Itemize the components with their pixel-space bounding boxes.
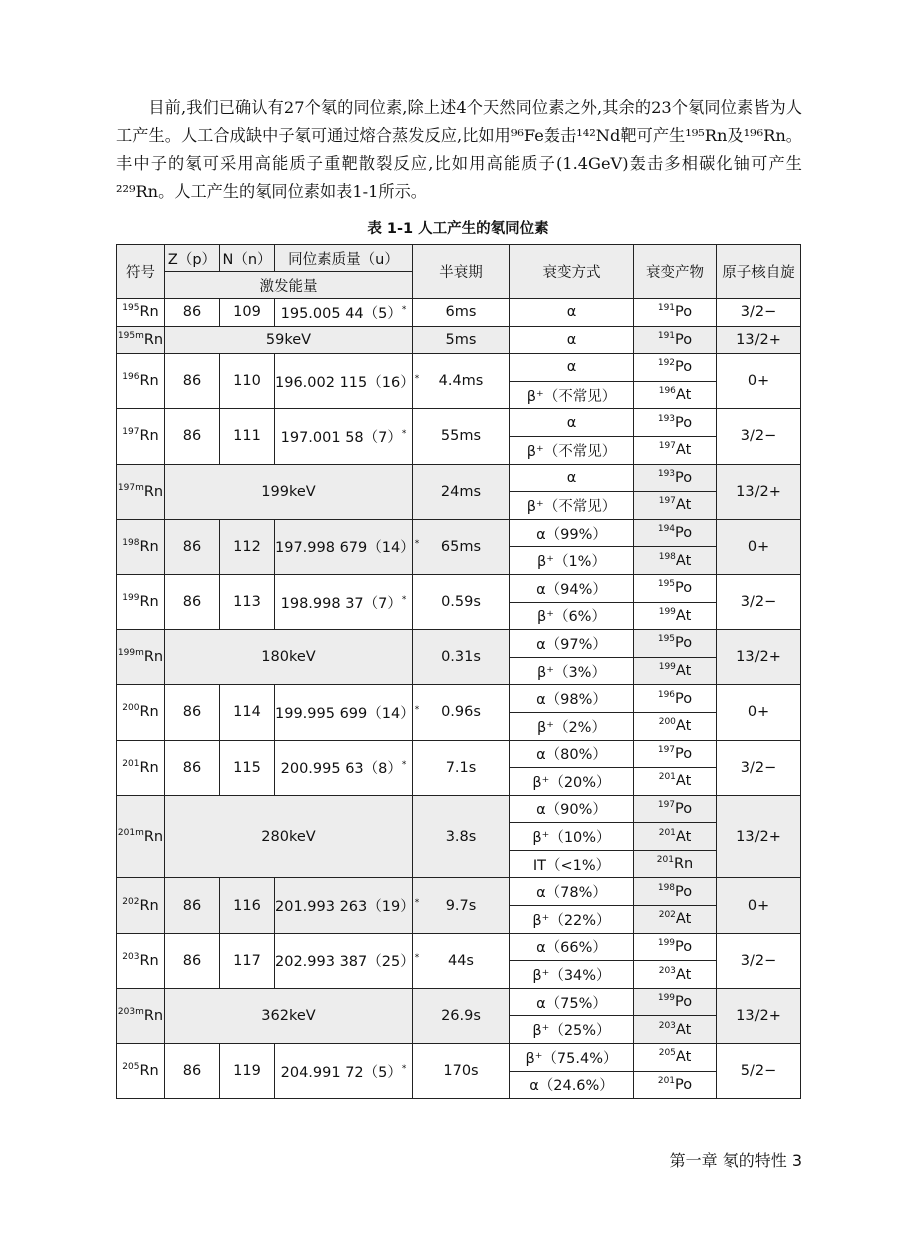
mass-value: 195.005 44（5） (280, 305, 402, 322)
product-element: Po (675, 469, 693, 486)
half-life: 5ms (413, 326, 510, 354)
isotope-symbol (117, 409, 165, 464)
nuclear-spin: 13/2+ (717, 988, 801, 1043)
decay-product (634, 574, 717, 602)
header-decay-mode: 衰变方式 (510, 245, 634, 299)
neutron-count: 113 (220, 574, 275, 629)
product-mass-number: 201 (658, 772, 676, 783)
proton-count: 86 (165, 878, 220, 933)
product-mass-number: 193 (657, 469, 676, 480)
decay-product (634, 961, 717, 989)
table-row (117, 685, 801, 713)
decay-mode: β⁺（34%） (510, 961, 634, 989)
product-mass-number: 205 (658, 1048, 676, 1059)
mass-value: 201.993 263（19） (275, 899, 415, 916)
decay-mode: β⁺（2%） (510, 712, 634, 740)
mass-footnote-mark: * (414, 539, 420, 550)
decay-mode: β⁺（20%） (510, 768, 634, 796)
isotope-mass (275, 354, 420, 409)
element-symbol: Rn (139, 538, 159, 555)
product-mass-number: 199 (658, 607, 676, 617)
nuclear-spin: 3/2− (717, 409, 801, 464)
decay-product (634, 768, 717, 796)
product-element: Po (675, 525, 693, 542)
mass-footnote-mark: * (401, 760, 407, 771)
decay-product (634, 685, 717, 713)
isotope-symbol (117, 933, 165, 988)
mass-number: 198 (122, 538, 140, 549)
table-row (117, 740, 801, 768)
decay-product (634, 1071, 717, 1099)
mass-value: 197.001 58（7） (280, 429, 402, 446)
decay-product (634, 657, 717, 685)
decay-product (634, 933, 717, 961)
product-mass-number: 200 (658, 717, 676, 728)
mass-value: 198.998 37（7） (280, 595, 402, 612)
element-symbol: Rn (139, 897, 159, 914)
product-element: Po (675, 580, 693, 597)
nuclear-spin: 13/2+ (717, 630, 801, 685)
half-life: 7.1s (413, 740, 510, 795)
mass-footnote-mark: * (401, 1063, 407, 1074)
mass-number: 202 (122, 896, 140, 907)
nuclear-spin: 3/2− (717, 933, 801, 988)
product-mass-number: 195 (657, 579, 676, 590)
decay-product (634, 740, 717, 768)
page-footer: 第一章 氡的特性 3 (669, 1151, 802, 1170)
decay-product (634, 409, 717, 437)
neutron-count: 114 (220, 685, 275, 740)
decay-product (634, 1016, 717, 1044)
product-mass-number: 201 (657, 1076, 676, 1087)
product-mass-number: 199 (657, 938, 676, 949)
header-excitation: 激发能量 (165, 272, 413, 299)
decay-mode: β⁺（10%） (510, 823, 634, 851)
half-life: 44s (413, 933, 510, 988)
product-mass-number: 203 (658, 1020, 676, 1031)
decay-product (634, 602, 717, 630)
decay-mode: α (510, 299, 634, 327)
nuclear-spin: 13/2+ (717, 464, 801, 519)
decay-product (634, 547, 717, 575)
neutron-count: 115 (220, 740, 275, 795)
product-mass-number: 195 (657, 634, 676, 645)
product-mass-number: 198 (657, 882, 676, 893)
element-symbol: Rn (139, 952, 159, 969)
mass-number: 197 (122, 427, 140, 438)
decay-product (634, 906, 717, 934)
decay-mode: α（97%） (510, 630, 634, 658)
decay-mode: α (510, 354, 634, 382)
proton-count: 86 (165, 519, 220, 574)
decay-product (634, 354, 717, 382)
decay-mode: α (510, 409, 634, 437)
table-row (117, 878, 801, 906)
table-row (117, 630, 801, 658)
mass-value: 200.995 63（8） (280, 761, 402, 778)
element-symbol: Rn (139, 304, 159, 321)
decay-mode: β⁺（不常见） (510, 492, 634, 520)
element-symbol: Rn (143, 1007, 164, 1024)
decay-product (634, 1044, 717, 1072)
table-row (117, 354, 801, 382)
mass-number: 197m (117, 482, 144, 493)
decay-mode: α（80%） (510, 740, 634, 768)
product-element: At (675, 387, 692, 404)
product-element: Po (675, 414, 693, 431)
decay-mode: α（94%） (510, 574, 634, 602)
nuclear-spin: 3/2− (717, 740, 801, 795)
neutron-count: 117 (220, 933, 275, 988)
product-element: Po (675, 883, 693, 900)
element-symbol: Rn (143, 828, 164, 845)
header-half-life: 半衰期 (413, 245, 510, 299)
header-symbol: 符号 (117, 245, 165, 299)
decay-product (634, 299, 717, 327)
excitation-energy: 59keV (165, 326, 413, 354)
nuclear-spin: 13/2+ (717, 326, 801, 354)
decay-product (634, 464, 717, 492)
mass-footnote-mark: * (414, 373, 420, 384)
mass-value: 197.998 679（14） (275, 540, 415, 557)
isotope-mass (275, 574, 413, 629)
half-life: 24ms (413, 464, 510, 519)
half-life: 26.9s (413, 988, 510, 1043)
table-row (117, 326, 801, 354)
half-life: 6ms (413, 299, 510, 327)
decay-product (634, 988, 717, 1016)
half-life: 0.96s (413, 685, 510, 740)
table-row (117, 574, 801, 602)
element-symbol: Rn (139, 373, 159, 390)
half-life: 55ms (413, 409, 510, 464)
product-element: Po (675, 304, 693, 321)
decay-product (634, 878, 717, 906)
product-mass-number: 193 (657, 413, 676, 424)
half-life: 9.7s (413, 878, 510, 933)
product-mass-number: 199 (658, 662, 676, 673)
nuclear-spin: 3/2− (717, 574, 801, 629)
product-mass-number: 197 (657, 800, 676, 811)
neutron-count: 119 (220, 1044, 275, 1099)
isotope-symbol (117, 464, 165, 519)
mass-footnote-mark: * (401, 304, 407, 315)
neutron-count: 110 (220, 354, 275, 409)
header-z: Z（p） (165, 245, 220, 272)
half-life: 65ms (413, 519, 510, 574)
proton-count: 86 (165, 685, 220, 740)
isotope-symbol (117, 630, 165, 685)
element-symbol: Rn (139, 1063, 159, 1080)
product-mass-number: 196 (657, 689, 676, 700)
mass-value: 199.995 699（14） (275, 705, 415, 722)
isotope-mass (275, 409, 413, 464)
isotope-symbol (117, 354, 165, 409)
nuclear-spin: 0+ (717, 685, 801, 740)
decay-mode: IT（<1%） (510, 850, 634, 878)
mass-number: 201m (117, 827, 144, 838)
mass-value: 202.993 387（25） (275, 954, 415, 971)
header-mass: 同位素质量（u） (275, 245, 413, 272)
decay-mode: α（78%） (510, 878, 634, 906)
proton-count: 86 (165, 409, 220, 464)
mass-footnote-mark: * (401, 594, 407, 605)
table-row (117, 1044, 801, 1072)
nuclear-spin: 3/2− (717, 299, 801, 327)
table-row (117, 519, 801, 547)
mass-footnote-mark: * (414, 898, 420, 909)
half-life: 0.31s (413, 630, 510, 685)
product-element: Po (675, 635, 693, 652)
decay-product (634, 850, 717, 878)
product-mass-number: 199 (657, 993, 676, 1004)
table-row (117, 409, 801, 437)
isotope-symbol (117, 878, 165, 933)
product-element: At (675, 828, 692, 845)
product-element: At (675, 442, 692, 459)
proton-count: 86 (165, 574, 220, 629)
half-life: 4.4ms (413, 354, 510, 409)
product-element: At (675, 911, 692, 928)
mass-number: 201 (122, 758, 140, 769)
excitation-energy: 199keV (165, 464, 413, 519)
element-symbol: Rn (143, 331, 164, 348)
neutron-count: 111 (220, 409, 275, 464)
isotope-table (116, 244, 801, 1099)
product-element: Po (675, 938, 693, 955)
nuclear-spin: 5/2− (717, 1044, 801, 1099)
decay-mode: α（98%） (510, 685, 634, 713)
mass-number: 199m (117, 648, 144, 659)
element-symbol: Rn (143, 483, 164, 500)
header-n: N（n） (220, 245, 275, 272)
decay-product (634, 326, 717, 354)
proton-count: 86 (165, 933, 220, 988)
product-mass-number: 201 (656, 855, 674, 866)
isotope-symbol (117, 574, 165, 629)
header-product: 衰变产物 (634, 245, 717, 299)
decay-mode: α (510, 464, 634, 492)
mass-footnote-mark: * (414, 953, 420, 964)
neutron-count: 112 (220, 519, 275, 574)
isotope-symbol (117, 988, 165, 1043)
isotope-symbol (117, 299, 165, 327)
product-mass-number: 197 (658, 496, 676, 507)
product-element: Rn (673, 856, 694, 873)
decay-mode: α (510, 326, 634, 354)
table-row (117, 988, 801, 1016)
decay-mode: α（24.6%） (510, 1071, 634, 1099)
product-element: At (675, 1021, 692, 1038)
header-spin: 原子核自旋 (717, 245, 801, 299)
decay-mode: β⁺（6%） (510, 602, 634, 630)
mass-number: 199 (122, 593, 140, 604)
decay-product (634, 436, 717, 464)
decay-product (634, 630, 717, 658)
product-mass-number: 198 (658, 551, 676, 562)
isotope-symbol (117, 685, 165, 740)
product-mass-number: 196 (658, 386, 676, 397)
product-mass-number: 194 (657, 524, 676, 535)
product-mass-number: 191 (657, 331, 676, 342)
decay-mode: β⁺（75.4%） (510, 1044, 634, 1072)
table-row (117, 464, 801, 492)
element-symbol: Rn (139, 704, 159, 721)
isotope-symbol (117, 1044, 165, 1099)
product-element: At (675, 497, 692, 514)
product-element: At (675, 966, 692, 983)
decay-product (634, 381, 717, 409)
mass-value: 196.002 115（16） (275, 374, 415, 391)
product-mass-number: 192 (657, 358, 676, 369)
decay-mode: β⁺（1%） (510, 547, 634, 575)
proton-count: 86 (165, 354, 220, 409)
product-element: At (675, 663, 692, 680)
isotope-symbol (117, 740, 165, 795)
product-element: At (675, 718, 692, 735)
product-mass-number: 203 (658, 965, 676, 976)
decay-mode: β⁺（22%） (510, 906, 634, 934)
mass-footnote-mark: * (414, 705, 420, 716)
product-element: At (675, 607, 692, 624)
product-element: At (675, 552, 692, 569)
isotope-symbol (117, 519, 165, 574)
excitation-energy: 362keV (165, 988, 413, 1043)
proton-count: 86 (165, 1044, 220, 1099)
product-element: At (675, 1049, 692, 1066)
neutron-count: 109 (220, 299, 275, 327)
table-row (117, 933, 801, 961)
decay-mode: α（90%） (510, 795, 634, 823)
nuclear-spin: 0+ (717, 354, 801, 409)
neutron-count: 116 (220, 878, 275, 933)
isotope-mass (275, 299, 413, 327)
isotope-symbol (117, 795, 165, 878)
intro-paragraph: 目前,我们已确认有27个氡的同位素,除上述4个天然同位素之外,其余的23个氡同位素皆为人工产生。人工合成缺中子氡可通过熔合蒸发反应,比如用⁹⁶Fe轰击¹⁴²Nd靶可产生¹⁹⁵Rn及¹⁹⁶Rn。丰中子的氡可采用高能质子重靶散裂反应,比如用高能质子(1.4GeV)轰击多相碳化铀可产生²²⁹Rn。人工产生的氡同位素如表1-1所示。 (116, 98, 802, 201)
decay-mode: β⁺（不常见） (510, 381, 634, 409)
isotope-mass (275, 1044, 413, 1099)
table-row (117, 299, 801, 327)
nuclear-spin: 13/2+ (717, 795, 801, 878)
element-symbol: Rn (139, 428, 159, 445)
half-life: 0.59s (413, 574, 510, 629)
product-element: Po (675, 331, 693, 348)
decay-mode: α（66%） (510, 933, 634, 961)
element-symbol: Rn (139, 594, 159, 611)
decay-mode: β⁺（3%） (510, 657, 634, 685)
decay-product (634, 795, 717, 823)
nuclear-spin: 0+ (717, 519, 801, 574)
product-element: Po (675, 994, 693, 1011)
decay-mode: α（99%） (510, 519, 634, 547)
element-symbol: Rn (143, 649, 164, 666)
product-element: At (675, 773, 692, 790)
mass-number: 195 (122, 303, 140, 314)
half-life: 170s (413, 1044, 510, 1099)
proton-count: 86 (165, 740, 220, 795)
product-mass-number: 202 (658, 910, 676, 921)
mass-footnote-mark: * (401, 429, 407, 440)
mass-number: 195m (117, 331, 144, 342)
element-symbol: Rn (139, 759, 159, 776)
table-row (117, 795, 801, 823)
product-mass-number: 197 (657, 744, 676, 755)
product-element: Po (675, 745, 693, 762)
table-caption: 表 1-1 人工产生的氡同位素 (367, 221, 549, 237)
isotope-mass (275, 933, 420, 988)
product-element: Po (675, 690, 693, 707)
decay-product (634, 492, 717, 520)
mass-number: 200 (122, 703, 140, 714)
half-life: 3.8s (413, 795, 510, 878)
decay-mode: β⁺（25%） (510, 1016, 634, 1044)
product-element: Po (675, 359, 693, 376)
excitation-energy: 180keV (165, 630, 413, 685)
isotope-mass (275, 519, 420, 574)
mass-number: 205 (122, 1062, 140, 1073)
product-element: Po (675, 800, 693, 817)
mass-number: 203 (122, 951, 140, 962)
isotope-symbol (117, 326, 165, 354)
nuclear-spin: 0+ (717, 878, 801, 933)
isotope-mass (275, 878, 420, 933)
product-element: Po (675, 1076, 693, 1093)
proton-count: 86 (165, 299, 220, 327)
excitation-energy: 280keV (165, 795, 413, 878)
isotope-mass (275, 685, 420, 740)
product-mass-number: 201 (658, 827, 676, 838)
product-mass-number: 197 (658, 441, 676, 452)
decay-product (634, 823, 717, 851)
mass-number: 203m (117, 1007, 144, 1018)
decay-product (634, 712, 717, 740)
mass-value: 204.991 72（5） (280, 1064, 402, 1081)
mass-number: 196 (122, 372, 140, 383)
product-mass-number: 191 (657, 303, 676, 314)
isotope-mass (275, 740, 413, 795)
decay-mode: β⁺（不常见） (510, 436, 634, 464)
decay-product (634, 519, 717, 547)
decay-mode: α（75%） (510, 988, 634, 1016)
